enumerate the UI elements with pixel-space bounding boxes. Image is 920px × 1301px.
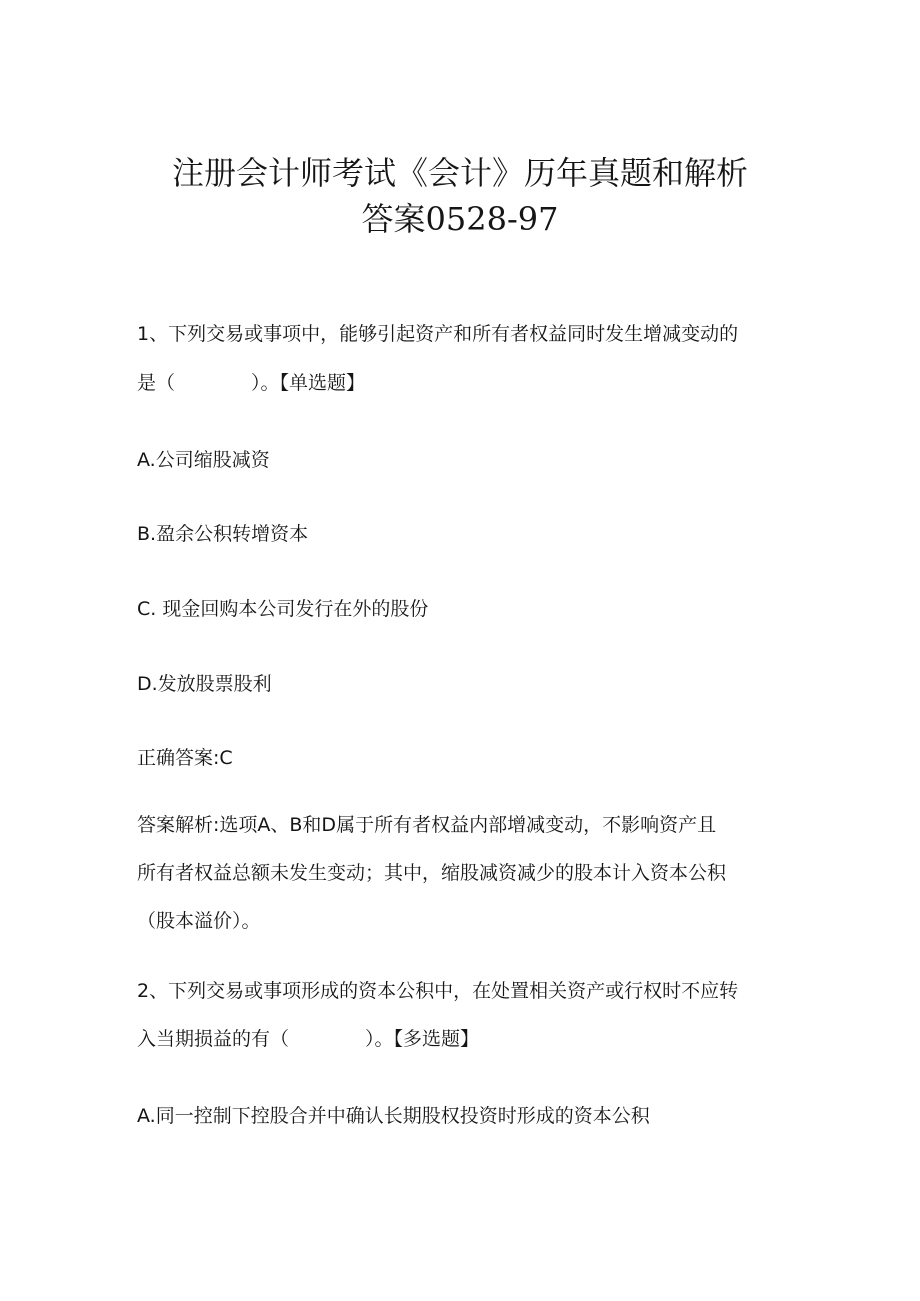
question-1-analysis-line-3: （股本溢价）。 [137,910,261,932]
document-title-line-1: 注册会计师考试《会计》历年真题和解析 [171,154,748,192]
question-1-option-d: D.发放股票股利 [137,673,272,695]
question-2-option-a: A.同一控制下控股合并中确认长期股权投资时形成的资本公积 [137,1105,650,1127]
question-1-analysis-line-1: 答案解析:选项A、B和D属于所有者权益内部增减变动，不影响资产且 [137,814,717,836]
document-title-line-2: 答案0528-97 [361,200,559,238]
question-1-option-c: C. 现金回购本公司发行在外的股份 [137,598,429,620]
question-1-option-b: B.盈余公积转增资本 [137,523,309,545]
question-1-option-a: A.公司缩股减资 [137,449,270,471]
question-1-stem-line-2: 是（ ）。【单选题】 [137,372,366,394]
question-1-stem-line-1: 1、下列交易或事项中，能够引起资产和所有者权益同时发生增减变动的 [137,323,739,345]
question-1-analysis-line-2: 所有者权益总额未发生变动；其中，缩股减资减少的股本计入资本公积 [137,862,727,884]
question-1-answer: 正确答案:C [137,747,233,769]
question-2-stem-line-1: 2、下列交易或事项形成的资本公积中，在处置相关资产或行权时不应转 [137,980,739,1002]
question-2-stem-line-2: 入当期损益的有（ ）。【多选题】 [137,1028,480,1050]
